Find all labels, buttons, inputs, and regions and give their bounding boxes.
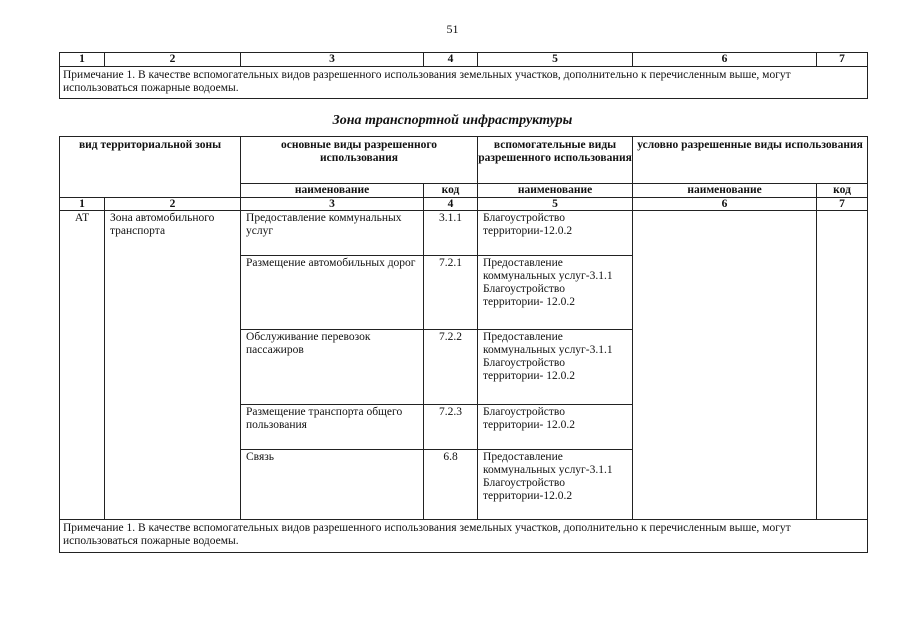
header-conditional-uses: условно разрешенные виды использования (633, 137, 868, 184)
header-main-uses: основные виды разрешенного использования (241, 137, 478, 184)
aux-uses: Благоустройство территории-12.0.2 (478, 211, 633, 256)
col-number: 2 (105, 198, 241, 211)
col-number: 4 (424, 198, 478, 211)
use-code: 7.2.1 (424, 256, 478, 330)
use-code: 7.2.2 (424, 330, 478, 405)
zone-table (59, 136, 868, 553)
zone-title: Зона транспортной инфраструктуры (332, 113, 573, 128)
header-name: наименование (478, 184, 633, 198)
zone-name: Зона автомобильного транспорта (105, 211, 241, 520)
use-name: Связь (241, 450, 424, 520)
header-code: код (424, 184, 478, 198)
conditional-use-code (817, 211, 868, 520)
use-code: 7.2.3 (424, 405, 478, 450)
col-number: 1 (60, 198, 105, 211)
col-number: 3 (241, 198, 424, 211)
col-number: 5 (478, 53, 633, 67)
header-name: наименование (633, 184, 817, 198)
aux-uses: Благоустройство территории- 12.0.2 (478, 405, 633, 450)
header-name: наименование (241, 184, 424, 198)
aux-uses: Предоставление коммунальных услуг-3.1.1 Благоустройство территории- 12.0.2 (478, 256, 633, 330)
column-number-row (60, 198, 868, 211)
col-number: 4 (424, 53, 478, 67)
col-number: 1 (60, 53, 105, 67)
header-zone-type: вид территориальной зоны (60, 137, 241, 198)
header-code: код (817, 184, 868, 198)
zone-code: АТ (60, 211, 105, 520)
col-number: 7 (817, 53, 868, 67)
aux-uses: Предоставление коммунальных услуг-3.1.1 Благоустройство территории-12.0.2 (478, 450, 633, 520)
page-number: 51 (446, 22, 459, 36)
use-code: 3.1.1 (424, 211, 478, 256)
table-note: Примечание 1. В качестве вспомогательных видов разрешенного использования земельных участков, дополнительно к перечисленным выше, могут использоваться пожарные водоемы. (60, 67, 868, 99)
col-number: 2 (105, 53, 241, 67)
table-row (60, 211, 868, 256)
col-number: 7 (817, 198, 868, 211)
col-number: 5 (478, 198, 633, 211)
use-name: Предоставление коммунальных услуг (241, 211, 424, 256)
use-name: Размещение транспорта общего пользования (241, 405, 424, 450)
header-aux-uses: вспомогательные виды разрешенного использования (478, 137, 633, 184)
use-code: 6.8 (424, 450, 478, 520)
top-table-fragment (59, 52, 868, 99)
table-note: Примечание 1. В качестве вспомогательных видов разрешенного использования земельных участков, дополнительно к перечисленным выше, могут использоваться пожарные водоемы. (60, 520, 868, 553)
col-number: 6 (633, 198, 817, 211)
use-name: Размещение автомобильных дорог (241, 256, 424, 330)
column-number-row (60, 53, 868, 67)
use-name: Обслуживание перевозок пассажиров (241, 330, 424, 405)
conditional-use-name (633, 211, 817, 520)
col-number: 6 (633, 53, 817, 67)
col-number: 3 (241, 53, 424, 67)
aux-uses: Предоставление коммунальных услуг-3.1.1 Благоустройство территории- 12.0.2 (478, 330, 633, 405)
